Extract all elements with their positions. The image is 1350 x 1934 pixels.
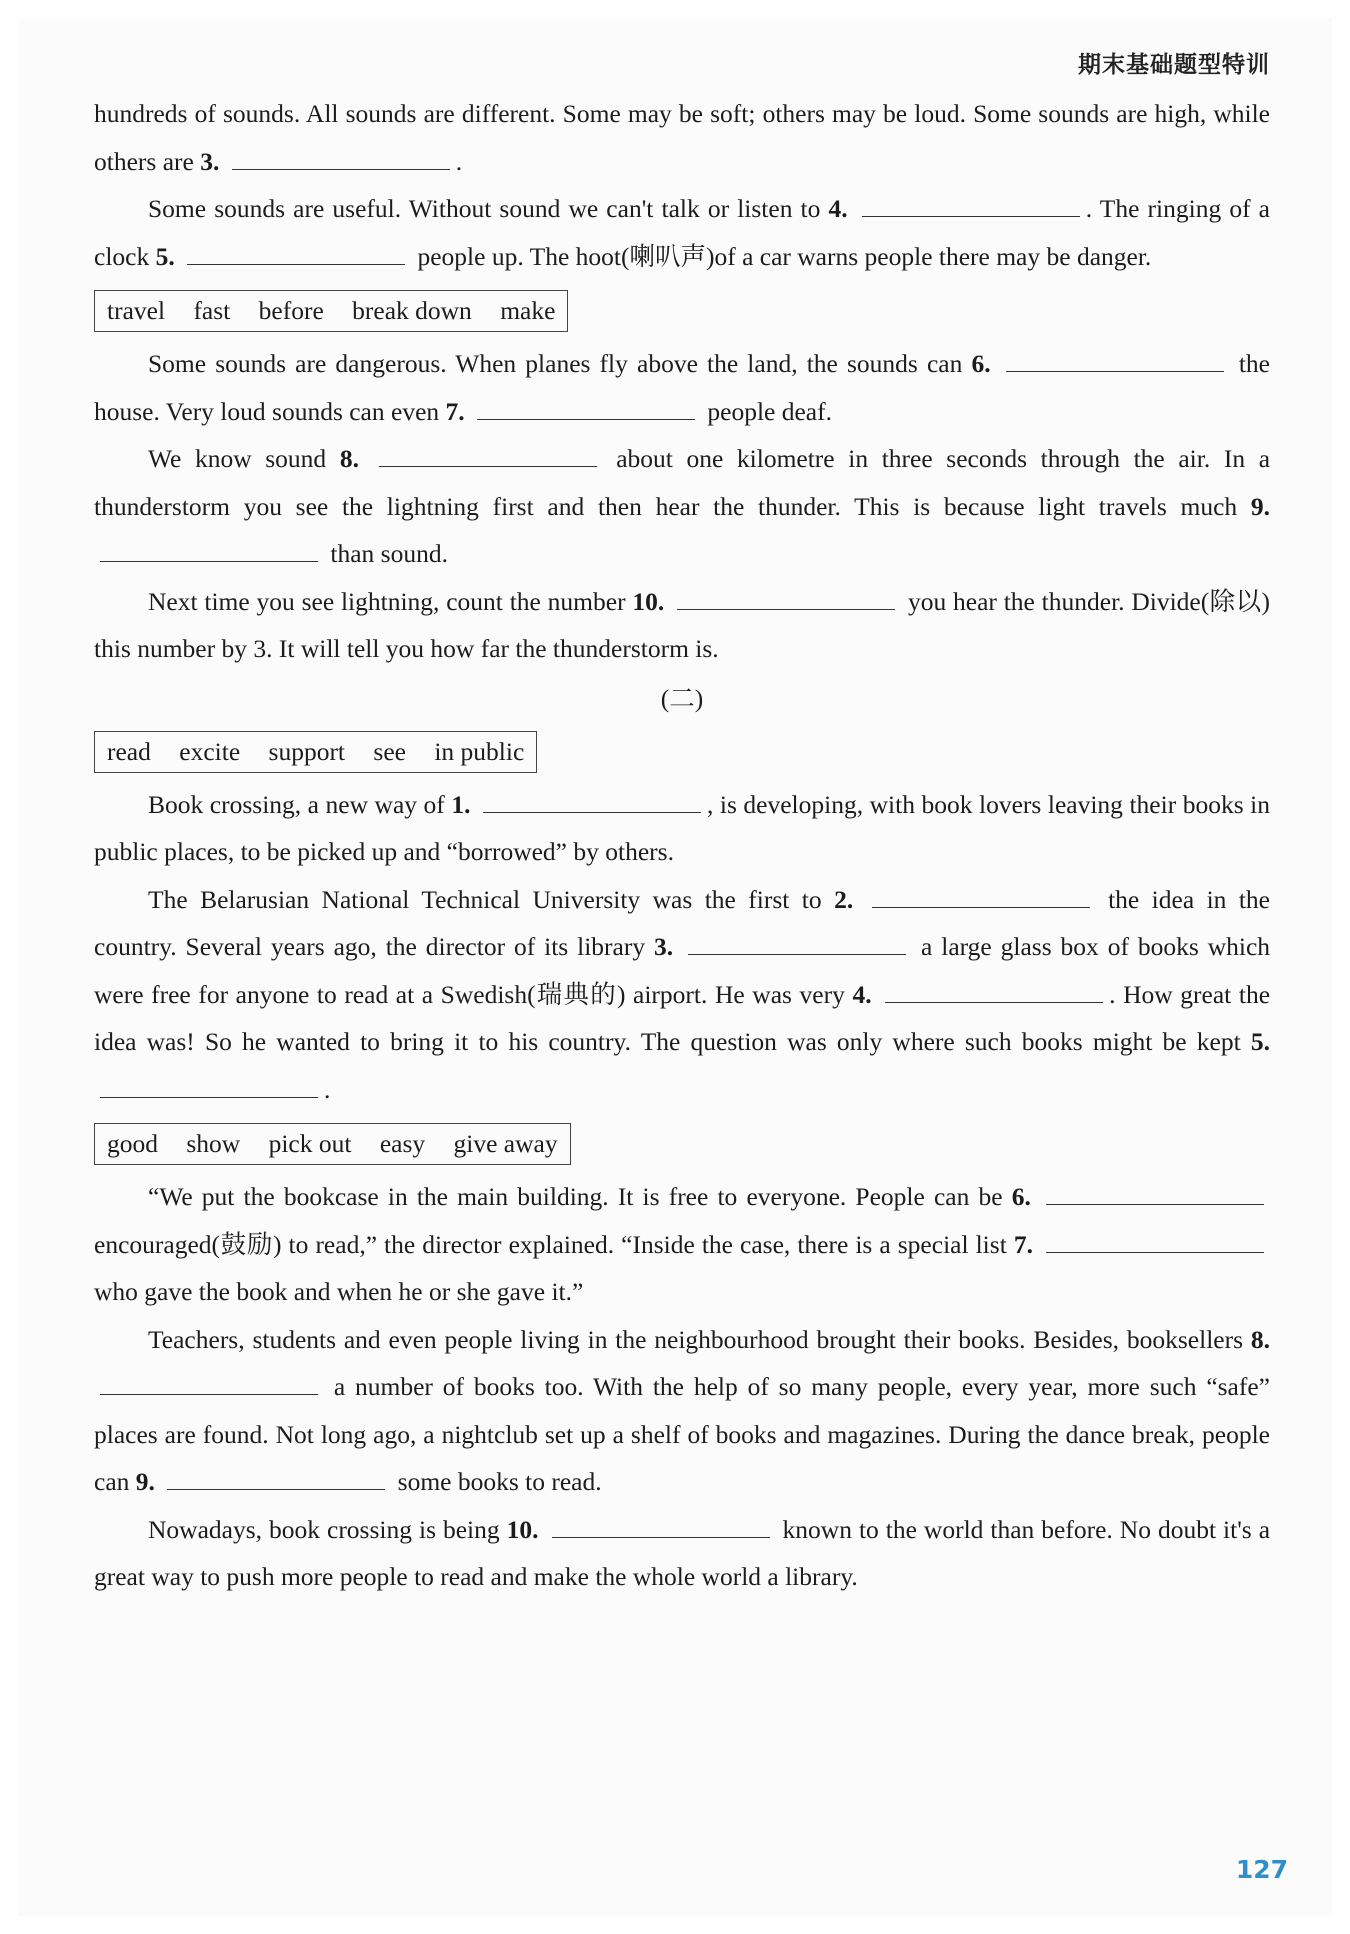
word-bank-item: pick out [268, 1129, 352, 1158]
blank-number: 4. [828, 194, 848, 223]
answer-blank[interactable] [167, 1459, 385, 1490]
blank-number: 1. [451, 789, 471, 819]
answer-blank[interactable] [100, 1364, 318, 1395]
blank-number: 3. [654, 932, 674, 961]
word-bank-item: read [107, 736, 151, 766]
answer-blank[interactable] [100, 1067, 318, 1098]
answer-blank[interactable] [862, 186, 1080, 217]
passage2-paragraph5: Nowadays, book crossing is being 10. known to the world than before. No doubt it's a great way to push more people to read and make the whole world a library. [94, 1506, 1270, 1601]
answer-blank[interactable] [1046, 1222, 1264, 1253]
blank-number: 4. [852, 979, 872, 1009]
word-bank-box [94, 1123, 571, 1165]
word-bank-item: make [500, 296, 556, 325]
answer-blank[interactable] [552, 1507, 770, 1538]
blank-number: 7. [1013, 1229, 1033, 1259]
blank-number: 5. [155, 241, 175, 271]
passage2-paragraph3: “We put the bookcase in the main building. It is free to everyone. People can be 6. encouraged(鼓励) to read,” the director explained. “Inside the case, there is a special list 7. who gave the book and when he or she gave it.” [94, 1173, 1270, 1316]
answer-blank[interactable] [100, 531, 318, 562]
section-heading: (二) [660, 683, 704, 713]
answer-blank[interactable] [1006, 341, 1224, 372]
answer-blank[interactable] [677, 579, 895, 610]
answer-blank[interactable] [872, 877, 1090, 908]
exercise-content [94, 90, 1270, 1601]
page-header-title: 期末基础题型特训 [1078, 52, 1270, 78]
passage1-paragraph4: We know sound 8. about one kilometre in three seconds through the air. In a thunderstorm you see the lightning first and then hear the thunder. This is because light travels much 9. than sound. [94, 435, 1270, 578]
blank-number: 6. [971, 349, 991, 378]
blank-number: 9. [135, 1467, 155, 1496]
word-bank-item: easy [379, 1129, 426, 1158]
word-bank-box [94, 290, 568, 332]
word-bank-item: break down [352, 296, 472, 325]
word-bank-item: give away [453, 1129, 558, 1158]
word-bank-item: support [268, 736, 346, 766]
answer-blank[interactable] [379, 436, 597, 467]
passage2-paragraph1: Book crossing, a new way of 1. , is developing, with book lovers leaving their books in public places, to be picked up and “borrowed” by others. [94, 781, 1270, 876]
blank-number: 7. [445, 396, 465, 426]
blank-number: 6. [1011, 1182, 1031, 1211]
blank-number: 5. [1250, 1027, 1270, 1056]
answer-blank[interactable] [477, 389, 695, 420]
blank-number: 10. [506, 1514, 539, 1544]
word-bank-item: before [258, 296, 324, 325]
passage1-paragraph5: Next time you see lightning, count the number 10. you hear the thunder. Divide(除以) this number by 3. It will tell you how far the thunderstorm is. [94, 578, 1270, 673]
answer-blank[interactable] [483, 782, 701, 813]
answer-blank[interactable] [688, 924, 906, 955]
answer-blank[interactable] [187, 234, 405, 265]
answer-blank[interactable] [1046, 1174, 1264, 1205]
blank-number: 8. [1250, 1324, 1270, 1354]
page-number: 127 [1235, 1855, 1288, 1884]
word-bank-item: good [107, 1129, 158, 1158]
word-bank-item: excite [179, 736, 241, 766]
word-bank-item: see [373, 736, 406, 766]
passage1-paragraph3: Some sounds are dangerous. When planes fly above the land, the sounds can 6. the house. Very loud sounds can even 7. people deaf. [94, 340, 1270, 435]
blank-number: 8. [339, 444, 359, 473]
blank-number: 10. [632, 586, 665, 616]
blank-number: 2. [834, 884, 854, 914]
passage2-paragraph2: The Belarusian National Technical University was the first to 2. the idea in the country. Several years ago, the director of its library 3. a large glass box of books which were free for anyone to read at a Swedish(瑞典的) airport. He was very 4. . How great the idea was! So he wanted to bring it to his country. The question was only where such books might be kept 5. . [94, 876, 1270, 1114]
passage2-paragraph4: Teachers, students and even people living in the neighbourhood brought their books. Besides, booksellers 8. a number of books too. With the help of so many people, every year, more such “safe” places are found. Not long ago, a nightclub set up a shelf of books and magazines. During the dance break, people can 9. some books to read. [94, 1324, 1271, 1496]
word-bank-item: in public [434, 736, 525, 766]
passage1-paragraph1: hundreds of sounds. All sounds are different. Some may be soft; others may be loud. Some sounds are high, while others are 3. . [94, 99, 1270, 176]
word-bank-item: travel [107, 296, 166, 325]
word-bank-item: show [186, 1129, 241, 1158]
blank-number: 3. [200, 146, 220, 176]
passage1-paragraph2: Some sounds are useful. Without sound we can't talk or listen to 4. . The ringing of a clock 5. people up. The hoot(喇叭声)of a car warns people there may be danger. [94, 185, 1270, 280]
blank-number: 9. [1250, 491, 1270, 521]
word-bank-box [94, 731, 537, 773]
answer-blank[interactable] [885, 972, 1103, 1003]
answer-blank[interactable] [232, 139, 450, 170]
word-bank-item: fast [193, 296, 231, 325]
